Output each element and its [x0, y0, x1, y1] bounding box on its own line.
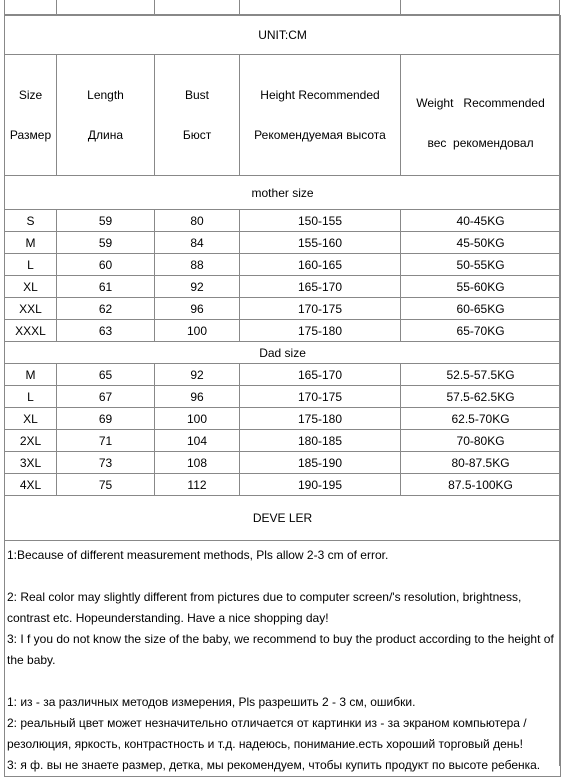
- cell-weight: 57.5-62.5KG: [401, 386, 561, 408]
- table-row: [5, 474, 561, 496]
- cell-length: 75: [57, 474, 155, 496]
- cell-height: 170-175: [240, 386, 401, 408]
- cell-height: 175-180: [240, 408, 401, 430]
- cell-length: 67: [57, 386, 155, 408]
- header-bust-en: Bust: [184, 88, 209, 102]
- cell-height: 165-170: [240, 364, 401, 386]
- table-row: [5, 430, 561, 452]
- header-length-en: Length: [87, 88, 124, 102]
- cell-size: 3XL: [5, 452, 57, 474]
- cell-size: L: [5, 254, 57, 276]
- size-chart-table: [4, 15, 561, 777]
- notes-section: [5, 541, 561, 777]
- cell-height: 150-155: [240, 210, 401, 232]
- header-length: [57, 55, 155, 176]
- cell-bust: 92: [155, 276, 240, 298]
- cell-size: 2XL: [5, 430, 57, 452]
- note-en-3b: the baby.: [7, 653, 56, 667]
- cell-weight: 45-50KG: [401, 232, 561, 254]
- header-row: [5, 55, 561, 176]
- cell-size: S: [5, 210, 57, 232]
- top-strip: [4, 0, 560, 15]
- note-ru-3: 3: я ф. вы не знаете размер, детка, мы рекомендуем, чтобы купить продукт по высоте ребенка.: [7, 758, 541, 772]
- header-bust: [155, 55, 240, 176]
- header-weight-en: Weight Recommended: [416, 96, 545, 110]
- cell-height: 170-175: [240, 298, 401, 320]
- cell-length: 65: [57, 364, 155, 386]
- cell-size: L: [5, 386, 57, 408]
- note-en-3a: 3: I f you do not know the size of the baby, we recommend to buy the product according to the height of: [7, 632, 554, 646]
- header-weight-ru: вес рекомендовал: [427, 136, 534, 150]
- cell-bust: 104: [155, 430, 240, 452]
- cell-height: 155-160: [240, 232, 401, 254]
- cell-height: 175-180: [240, 320, 401, 342]
- cell-weight: 65-70KG: [401, 320, 561, 342]
- cell-length: 59: [57, 210, 155, 232]
- cell-bust: 96: [155, 386, 240, 408]
- unit-label: UNIT:CM: [5, 16, 561, 55]
- cell-height: 185-190: [240, 452, 401, 474]
- cell-length: 62: [57, 298, 155, 320]
- table-row: [5, 364, 561, 386]
- note-en-2b: contrast etc. Hopeunderstanding. Have a nice shopping day!: [7, 611, 329, 625]
- table-row: [5, 232, 561, 254]
- cell-height: 160-165: [240, 254, 401, 276]
- cell-length: 63: [57, 320, 155, 342]
- cell-weight: 40-45KG: [401, 210, 561, 232]
- cell-length: 60: [57, 254, 155, 276]
- cell-size: M: [5, 364, 57, 386]
- cell-size: XXL: [5, 298, 57, 320]
- note-en-1: 1:Because of different measurement methods, Pls allow 2-3 cm of error.: [7, 548, 389, 562]
- cell-size: 4XL: [5, 474, 57, 496]
- header-length-ru: Длина: [87, 128, 124, 142]
- cell-bust: 100: [155, 320, 240, 342]
- cell-weight: 70-80KG: [401, 430, 561, 452]
- header-bust-ru: Бюст: [182, 128, 212, 142]
- cell-length: 73: [57, 452, 155, 474]
- header-size-en: Size: [18, 88, 43, 102]
- cell-length: 61: [57, 276, 155, 298]
- note-ru-1: 1: из - за различных методов измерения, Pls разрешить 2 - 3 см, ошибки.: [7, 695, 416, 709]
- cell-bust: 92: [155, 364, 240, 386]
- cell-weight: 80-87.5KG: [401, 452, 561, 474]
- cell-bust: 112: [155, 474, 240, 496]
- cell-size: XXXL: [5, 320, 57, 342]
- cell-bust: 100: [155, 408, 240, 430]
- note-ru-2a: 2: реальный цвет может незначительно отличается от картинки из - за экраном компьютера /: [7, 716, 527, 730]
- note-ru-2b: резолюция, яркость, контрастность и т.д. надеюсь, понимание.есть хороший торговый день!: [7, 737, 523, 751]
- cell-weight: 60-65KG: [401, 298, 561, 320]
- cell-size: M: [5, 232, 57, 254]
- cell-size: XL: [5, 408, 57, 430]
- header-size: [5, 55, 57, 176]
- cell-length: 59: [57, 232, 155, 254]
- cell-weight: 62.5-70KG: [401, 408, 561, 430]
- table-row: [5, 408, 561, 430]
- table-row: [5, 452, 561, 474]
- cell-size: XL: [5, 276, 57, 298]
- mother-size-title: mother size: [5, 176, 561, 210]
- cell-height: 180-185: [240, 430, 401, 452]
- header-weight: [401, 55, 561, 176]
- mother-size-rows: [5, 210, 561, 342]
- table-row: [5, 386, 561, 408]
- table-row: [5, 298, 561, 320]
- cell-bust: 80: [155, 210, 240, 232]
- cell-bust: 84: [155, 232, 240, 254]
- table-row: [5, 254, 561, 276]
- header-height-en: Height Recommended: [260, 88, 380, 102]
- cell-bust: 88: [155, 254, 240, 276]
- header-height: [240, 55, 401, 176]
- dad-size-title: Dad size: [5, 342, 561, 364]
- header-size-ru: Размер: [9, 128, 52, 142]
- cell-weight: 50-55KG: [401, 254, 561, 276]
- developer-label: DEVE LER: [5, 496, 561, 541]
- table-row: [5, 320, 561, 342]
- table-row: [5, 210, 561, 232]
- cell-bust: 96: [155, 298, 240, 320]
- cell-length: 69: [57, 408, 155, 430]
- header-height-ru: Рекомендуемая высота: [254, 128, 386, 142]
- cell-bust: 108: [155, 452, 240, 474]
- cell-weight: 87.5-100KG: [401, 474, 561, 496]
- note-en-2a: 2: Real color may slightly different from pictures due to computer screen/'s resolution, brightness,: [7, 590, 522, 604]
- cell-height: 190-195: [240, 474, 401, 496]
- cell-length: 71: [57, 430, 155, 452]
- cell-weight: 55-60KG: [401, 276, 561, 298]
- cell-height: 165-170: [240, 276, 401, 298]
- table-row: [5, 276, 561, 298]
- cell-weight: 52.5-57.5KG: [401, 364, 561, 386]
- dad-size-rows: [5, 364, 561, 496]
